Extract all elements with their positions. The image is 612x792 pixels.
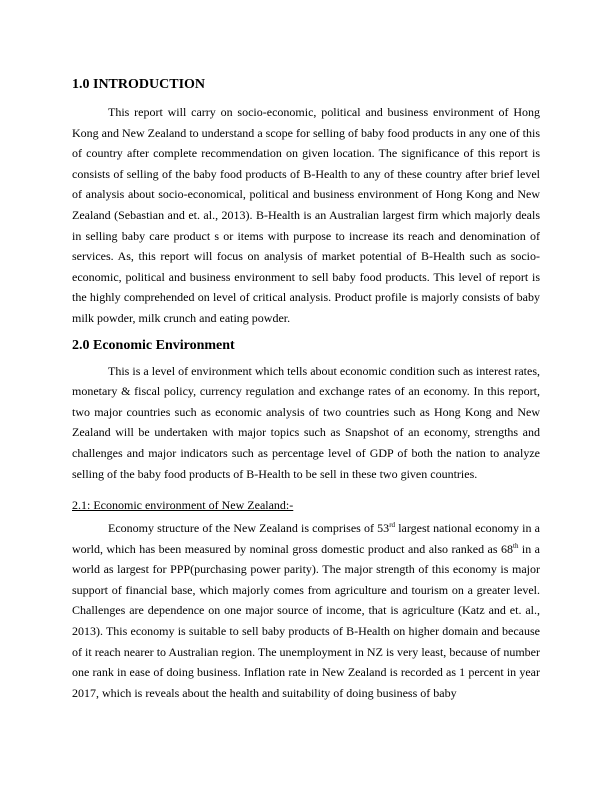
economic-environment-paragraph: This is a level of environment which tells about economic condition such as interest rates, monetary & fiscal policy, currency regulation and exchange rates of an economy. In this report, two major countries such as economic analysis of two countries such as Hong Kong and New Zealand will be undertaken with major topics such as Snapshot of an economy, strengths and challenges and major indicators such as percentage level of GDP of both the nation to analyze selling of the baby food products of B-Health to be sell in these two given countries.: [72, 363, 540, 481]
economic-environment-heading: 2.0 Economic Environment: [72, 337, 235, 353]
ordinal-suffix-rd: rd: [389, 521, 396, 530]
document-page: [72, 76, 540, 703]
introduction-heading: 1.0 INTRODUCTION: [72, 77, 206, 92]
nz-text-part-3: in a world as largest for PPP(purchasing power parity). The major strength of this economy is major support of financial base, which majorly comes from agriculture and tourism on a greater level. Challenges are dependence on one major source of income, that is agriculture (Katz and et. al., 2013). This economy is suitable to sell baby products of B-Health on higher domain and because of it reach nearer to Australian region. The unemployment in NZ is very least, because of number one rank in ease of doing business. Inflation rate in New Zealand is recorded as 1 percent in year 2017, which is reveals about the health and suitability of doing business of baby: [72, 541, 540, 700]
nz-text-part-2: largest national economy in a world, which has been measured by nominal gross domestic product and also ranked as 68: [72, 521, 540, 556]
nz-economic-paragraph: [72, 518, 540, 703]
nz-economic-subheading: 2.1: Economic environment of New Zealand:-: [72, 498, 294, 513]
ordinal-suffix-th: th: [513, 541, 519, 550]
introduction-paragraph: This report will carry on socio-economic, political and business environment of Hong Kong and New Zealand to understand a scope for selling of baby food products in any one of this of country after complete recommendation on given location. The significance of this report is consists of selling of the baby food products of B-Health to any of these country after brief level of analysis about socio-economical, political and business environment of Hong Kong and New Zealand (Sebastian and et. al., 2013). B-Health is an Australian largest firm which majorly deals in selling baby care product s or items with purpose to increase its reach and denomination of services. As, this report will focus on analysis of market potential of B-Health such as socio-economic, political and business environment to sell baby food products. This level of report is the highly comprehended on level of critical analysis. Product profile is majorly consists of baby milk powder, milk crunch and eating powder.: [72, 105, 540, 325]
nz-text-part-1: Economy structure of the New Zealand is comprises of 53: [108, 521, 390, 536]
